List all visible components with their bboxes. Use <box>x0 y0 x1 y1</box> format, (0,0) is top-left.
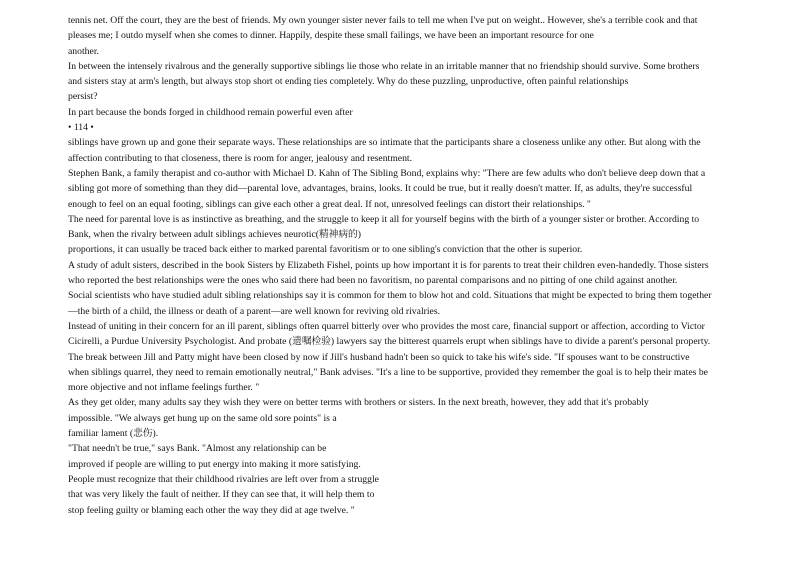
text-line: siblings have grown up and gone their separate ways. These relationships are so intimate that the participants share a closeness unlike any other. But along with the <box>68 137 701 149</box>
text-line: impossible. "We always get hung up on the same old sore points" is a <box>68 412 337 424</box>
text-line: As they get older, many adults say they wish they were on better terms with brothers or sisters. In the next breath, however, they add that it's probably <box>68 397 649 409</box>
text-line: another. <box>68 45 99 57</box>
text-line: A study of adult sisters, described in the book Sisters by Elizabeth Fishel, points up how important it is for parents to treat their children even-handedly. Those sisters <box>68 259 709 271</box>
text-line: Bank, when the rivalry between adult siblings achieves neurotic(精神病的) <box>68 229 361 241</box>
text-line: The break between Jill and Patty might have been closed by now if Jill's husband hadn't been so quick to take his wife's side. "If spouses want to be constructive <box>68 351 690 363</box>
text-line: affection contributing to that closeness, there is room for anger, jealousy and resentment. <box>68 152 413 164</box>
document-page <box>68 13 732 518</box>
text-line: who reported the best relationships were the ones who said there had been no favoritism, no parental comparisons and no pitting of one child against another. <box>68 275 678 287</box>
text-line: Cicirelli, a Purdue University Psychologist. And probate (遗嘱检验) lawyers say the bitterest quarrels erupt when siblings have to divide a parent's personal property. <box>68 336 711 348</box>
page-number: • 114 • <box>68 122 94 134</box>
text-line: "That needn't be true," says Bank. "Almost any relationship can be <box>68 443 327 455</box>
text-line: more objective and not inflame feelings further. " <box>68 382 260 394</box>
text-line: tennis net. Off the court, they are the best of friends. My own younger sister never fails to tell me when I've put on weight.. However, she's a terrible cook and that <box>68 15 698 26</box>
text-line: In between the intensely rivalrous and the generally supportive siblings lie those who relate in an irritable manner that no friendship should survive. Some brothers <box>68 60 700 72</box>
text-line: proportions, it can usually be traced back either to marked parental favoritism or to one sibling's conviction that the other is superior. <box>68 244 583 256</box>
text-line: The need for parental love is as instinctive as breathing, and the struggle to keep it all for yourself begins with the birth of a younger sister or brother. According to <box>68 213 700 225</box>
text-line: In part because the bonds forged in childhood remain powerful even after <box>68 106 353 118</box>
text-line: when siblings quarrel, they need to remain emotionally neutral," Bank advises. "It's a line to be supportive, provided they remember the goal is to help their mates be <box>68 366 708 378</box>
text-line: persist? <box>68 91 98 103</box>
text-line: that was very likely the fault of neither. If they can see that, it will help them to <box>68 489 375 501</box>
text-line: stop feeling guilty or blaming each other the way they did at age twelve. " <box>68 504 355 516</box>
text-line: improved if people are willing to put energy into making it more satisfying. <box>68 458 361 470</box>
text-line: and sisters stay at arm's length, but always stop short ot ending ties completely. Why do these puzzling, unproductive, often painful relationships <box>68 76 629 88</box>
text-line: Instead of uniting in their concern for an ill parent, siblings often quarrel bitterly over who provides the most care, financial support or affection, according to Victor <box>68 320 705 332</box>
text-line: familiar lament (悲伤). <box>68 428 159 440</box>
text-line: sibling got more of something than they did—parental love, advantages, brains, looks. It could be true, but it really doesn't matter. If, as adults, they're successful <box>68 183 693 195</box>
text-line: Social scientists who have studied adult sibling relationships say it is common for them to blow hot and cold. Situations that might be expected to bring them together <box>68 290 712 302</box>
text-line: enough to feel on an equal footing, siblings can give each other a great deal. If not, unresolved feelings can distort their relationships. " <box>68 198 591 210</box>
text-line: pleases me; I outdo myself when she comes to dinner. Happily, despite these small failings, we have been an important resource for one <box>68 30 594 42</box>
text-line: Stephen Bank, a family therapist and co-author with Michael D. Kahn of The Sibling Bond, explains why: "There are few adults who don't believe deep down that a <box>68 167 706 179</box>
text-line: People must recognize that their childhood rivalries are left over from a struggle <box>68 473 379 485</box>
text-line: —the birth of a child, the illness or death of a parent—are well known for reviving old rivalries. <box>68 305 441 317</box>
